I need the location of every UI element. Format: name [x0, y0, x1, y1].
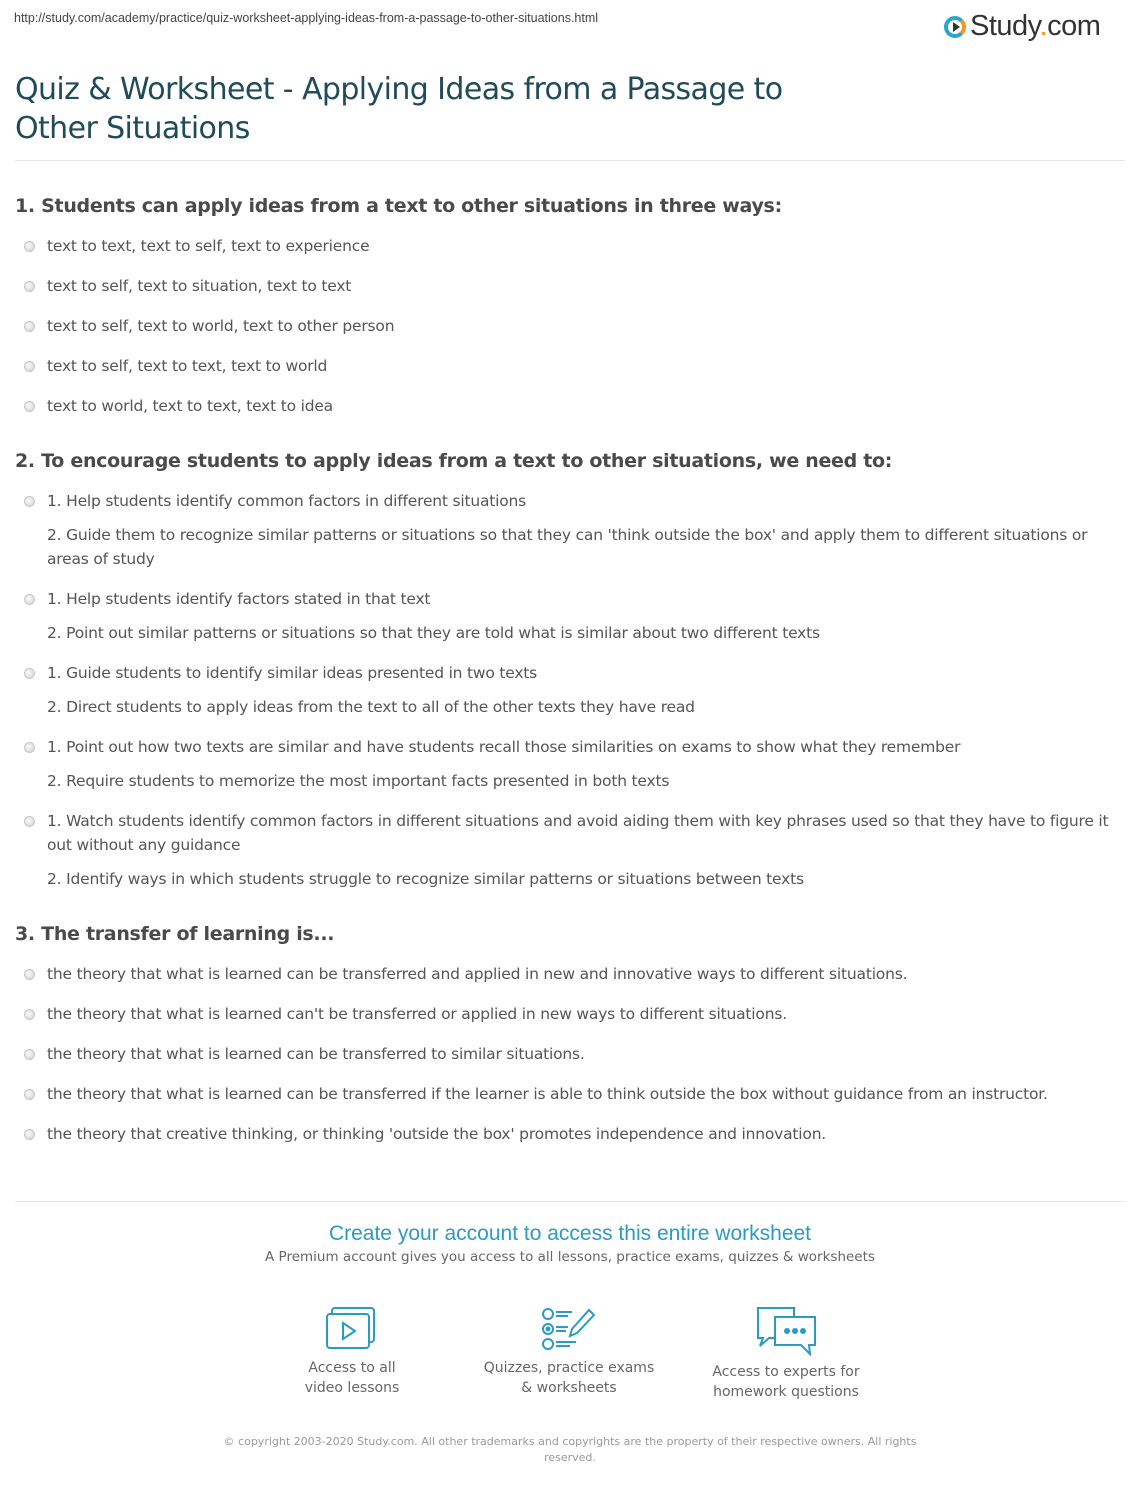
- logo-tld: com: [1047, 10, 1101, 42]
- page-title: Quiz & Worksheet - Applying Ideas from a Passage to Other Situations: [15, 72, 783, 146]
- answer-option[interactable]: [15, 809, 1127, 891]
- logo-dot: .: [1039, 10, 1048, 42]
- feature-quizzes: [469, 1306, 669, 1398]
- question-text: 2. To encourage students to apply ideas from a text to other situations, we need to:: [15, 450, 893, 472]
- feature-video-lessons: [252, 1306, 452, 1398]
- radio-button-icon[interactable]: [24, 816, 35, 827]
- feature-line: video lessons: [304, 1380, 400, 1396]
- answer-option[interactable]: [15, 1122, 1127, 1146]
- radio-button-icon[interactable]: [24, 496, 35, 507]
- feature-line: Access to all: [308, 1360, 396, 1376]
- option-text: 1. Point out how two texts are similar and have students recall those similarities on exams to show what they remember: [47, 738, 961, 756]
- radio-button-icon[interactable]: [24, 1009, 35, 1020]
- option-text: 1. Watch students identify common factors in different situations and avoid aiding them with key phrases used so that they have to figure it out without any guidance: [47, 812, 1109, 854]
- answer-option[interactable]: [15, 394, 1127, 418]
- answer-option[interactable]: [15, 274, 1127, 298]
- answer-option[interactable]: [15, 962, 1127, 986]
- feature-line: homework questions: [713, 1384, 859, 1400]
- copyright: © copyright 2003-2020 Study.com. All other trademarks and copyrights are the property of their respective owners. All rights reserved.: [223, 1435, 917, 1464]
- radio-button-icon[interactable]: [24, 281, 35, 292]
- answer-option[interactable]: [15, 735, 1127, 793]
- questions-list: [15, 193, 1127, 1176]
- option-text: the theory that creative thinking, or thinking 'outside the box' promotes independence and innovation.: [47, 1125, 827, 1143]
- radio-button-icon[interactable]: [24, 321, 35, 332]
- answer-option[interactable]: [15, 661, 1127, 719]
- feature-line: & worksheets: [521, 1380, 617, 1396]
- option-text: 2. Require students to memorize the most important facts presented in both texts: [47, 772, 670, 790]
- option-text: text to self, text to world, text to other person: [47, 317, 395, 335]
- answer-option[interactable]: [15, 587, 1127, 645]
- radio-button-icon[interactable]: [24, 401, 35, 412]
- divider: [15, 160, 1125, 161]
- divider: [15, 1201, 1125, 1202]
- option-text: 1. Guide students to identify similar ideas presented in two texts: [47, 664, 538, 682]
- radio-button-icon[interactable]: [24, 594, 35, 605]
- answer-option[interactable]: [15, 1082, 1127, 1106]
- radio-button-icon[interactable]: [24, 742, 35, 753]
- option-text: 2. Point out similar patterns or situations so that they are told what is similar about two different texts: [47, 624, 820, 642]
- answer-option[interactable]: [15, 1002, 1127, 1026]
- option-text: the theory that what is learned can't be transferred or applied in new ways to different situations.: [47, 1005, 787, 1023]
- question-text: 3. The transfer of learning is...: [15, 923, 335, 945]
- play-logo-icon: [944, 16, 966, 38]
- question: [15, 448, 1127, 891]
- option-text: 1. Help students identify common factors in different situations: [47, 492, 527, 510]
- feature-line: Access to experts for: [712, 1364, 860, 1380]
- answer-option[interactable]: [15, 489, 1127, 571]
- radio-button-icon[interactable]: [24, 241, 35, 252]
- radio-button-icon[interactable]: [24, 668, 35, 679]
- option-text: text to world, text to text, text to idea: [47, 397, 333, 415]
- option-text: text to text, text to self, text to experience: [47, 237, 370, 255]
- quiz-checklist-icon: [541, 1306, 597, 1352]
- cta-subtitle: A Premium account gives you access to all lessons, practice exams, quizzes & worksheets: [265, 1249, 875, 1265]
- option-text: the theory that what is learned can be transferred if the learner is able to think outside the box without guidance from an instructor.: [47, 1085, 1048, 1103]
- radio-button-icon[interactable]: [24, 1089, 35, 1100]
- feature-experts: [686, 1306, 886, 1402]
- option-text: 2. Direct students to apply ideas from the text to all of the other texts they have read: [47, 698, 695, 716]
- chat-bubbles-icon: [755, 1306, 817, 1356]
- feature-line: Quizzes, practice exams: [483, 1360, 655, 1376]
- radio-button-icon[interactable]: [24, 1049, 35, 1060]
- question: [15, 193, 1127, 418]
- radio-button-icon[interactable]: [24, 1129, 35, 1140]
- option-text: 1. Help students identify factors stated in that text: [47, 590, 431, 608]
- logo-main: Study: [970, 10, 1040, 42]
- page-url: http://study.com/academy/practice/quiz-worksheet-applying-ideas-from-a-passage-to-other-situations.html: [14, 11, 599, 25]
- option-text: the theory that what is learned can be transferred to similar situations.: [47, 1045, 585, 1063]
- study-com-logo[interactable]: [944, 10, 1100, 43]
- option-text: 2. Identify ways in which students struggle to recognize similar patterns or situations between texts: [47, 870, 804, 888]
- answer-option[interactable]: [15, 354, 1127, 378]
- option-text: 2. Guide them to recognize similar patterns or situations so that they can 'think outside the box' and apply them to different situations or areas of study: [47, 526, 1088, 568]
- cta-title-link[interactable]: Create your account to access this entire worksheet: [328, 1222, 812, 1245]
- question-text: 1. Students can apply ideas from a text to other situations in three ways:: [15, 195, 782, 217]
- option-text: text to self, text to text, text to world: [47, 357, 328, 375]
- answer-option[interactable]: [15, 314, 1127, 338]
- video-lessons-icon: [326, 1306, 378, 1352]
- radio-button-icon[interactable]: [24, 361, 35, 372]
- option-text: the theory that what is learned can be transferred and applied in new and innovative ways to different situations.: [47, 965, 908, 983]
- radio-button-icon[interactable]: [24, 969, 35, 980]
- option-text: text to self, text to situation, text to text: [47, 277, 352, 295]
- answer-option[interactable]: [15, 234, 1127, 258]
- answer-option[interactable]: [15, 1042, 1127, 1066]
- signup-cta: [0, 1222, 1140, 1265]
- question: [15, 921, 1127, 1146]
